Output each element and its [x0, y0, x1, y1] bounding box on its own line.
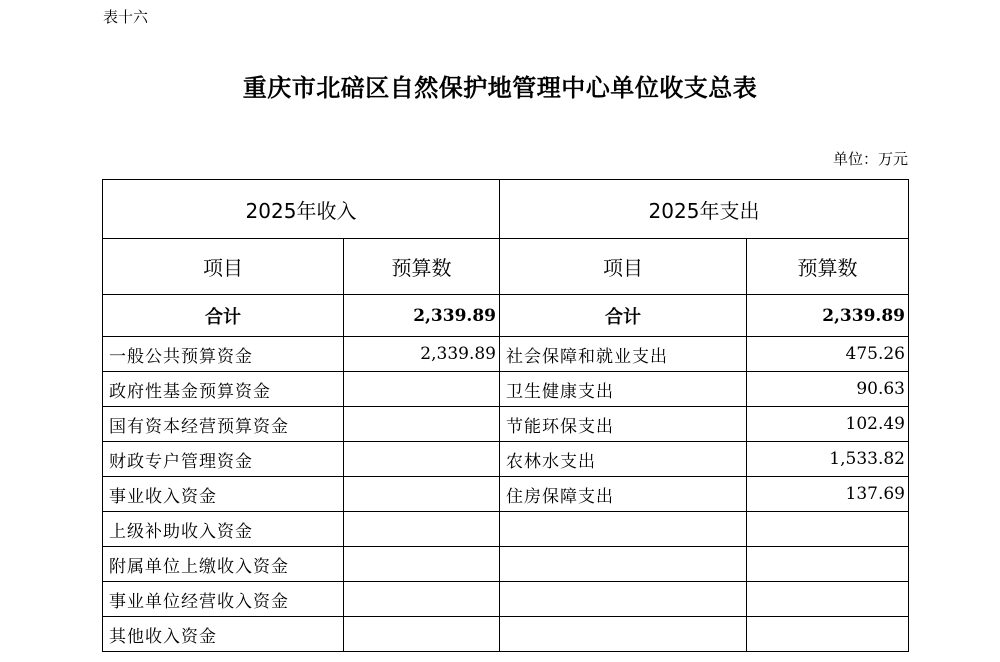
income-value-cell [344, 547, 500, 582]
expense-value-cell [747, 617, 909, 652]
income-section-header: 2025年收入 [103, 180, 500, 239]
table-row [103, 442, 909, 477]
income-item-header: 项目 [103, 239, 344, 295]
table-row [103, 477, 909, 512]
expense-value-cell: 1,533.82 [747, 442, 909, 477]
table-row [103, 547, 909, 582]
income-item-cell: 事业收入资金 [103, 477, 344, 512]
expense-value-cell [747, 512, 909, 547]
income-value-cell [344, 407, 500, 442]
expense-value-cell: 90.63 [747, 372, 909, 407]
expense-total-value: 2,339.89 [747, 295, 909, 337]
income-item-cell: 其他收入资金 [103, 617, 344, 652]
income-item-cell: 附属单位上缴收入资金 [103, 547, 344, 582]
expense-value-cell: 475.26 [747, 337, 909, 372]
column-header-row [103, 239, 909, 295]
table-row [103, 582, 909, 617]
income-total-value: 2,339.89 [344, 295, 500, 337]
expense-item-cell [500, 547, 747, 582]
income-value-cell [344, 512, 500, 547]
expense-total-label: 合计 [500, 295, 747, 337]
expense-value-cell [747, 582, 909, 617]
expense-item-cell [500, 512, 747, 547]
income-value-cell [344, 617, 500, 652]
income-value-cell [344, 442, 500, 477]
expense-value-cell [747, 547, 909, 582]
income-item-cell: 上级补助收入资金 [103, 512, 344, 547]
income-item-cell: 一般公共预算资金 [103, 337, 344, 372]
expense-item-cell: 农林水支出 [500, 442, 747, 477]
expense-item-cell [500, 582, 747, 617]
table-row [103, 407, 909, 442]
income-value-cell [344, 372, 500, 407]
expense-section-header: 2025年支出 [500, 180, 909, 239]
income-total-label: 合计 [103, 295, 344, 337]
table-row [103, 372, 909, 407]
expense-item-cell: 住房保障支出 [500, 477, 747, 512]
income-item-cell: 财政专户管理资金 [103, 442, 344, 477]
income-item-cell: 国有资本经营预算资金 [103, 407, 344, 442]
unit-label: 单位：万元 [832, 150, 908, 168]
table-number: 表十六 [103, 8, 149, 26]
expense-budget-header: 预算数 [747, 239, 909, 295]
table-row [103, 617, 909, 652]
expense-item-cell: 卫生健康支出 [500, 372, 747, 407]
income-value-cell [344, 582, 500, 617]
table-row [103, 337, 909, 372]
section-header-row [103, 180, 909, 239]
expense-item-cell: 节能环保支出 [500, 407, 747, 442]
page-title: 重庆市北碚区自然保护地管理中心单位收支总表 [242, 74, 758, 102]
income-value-cell: 2,339.89 [344, 337, 500, 372]
expense-item-header: 项目 [500, 239, 747, 295]
income-item-cell: 政府性基金预算资金 [103, 372, 344, 407]
income-value-cell [344, 477, 500, 512]
table-row [103, 512, 909, 547]
budget-summary-table [102, 179, 909, 652]
income-budget-header: 预算数 [344, 239, 500, 295]
expense-value-cell: 102.49 [747, 407, 909, 442]
expense-item-cell [500, 617, 747, 652]
expense-item-cell: 社会保障和就业支出 [500, 337, 747, 372]
total-row [103, 295, 909, 337]
expense-value-cell: 137.69 [747, 477, 909, 512]
income-item-cell: 事业单位经营收入资金 [103, 582, 344, 617]
